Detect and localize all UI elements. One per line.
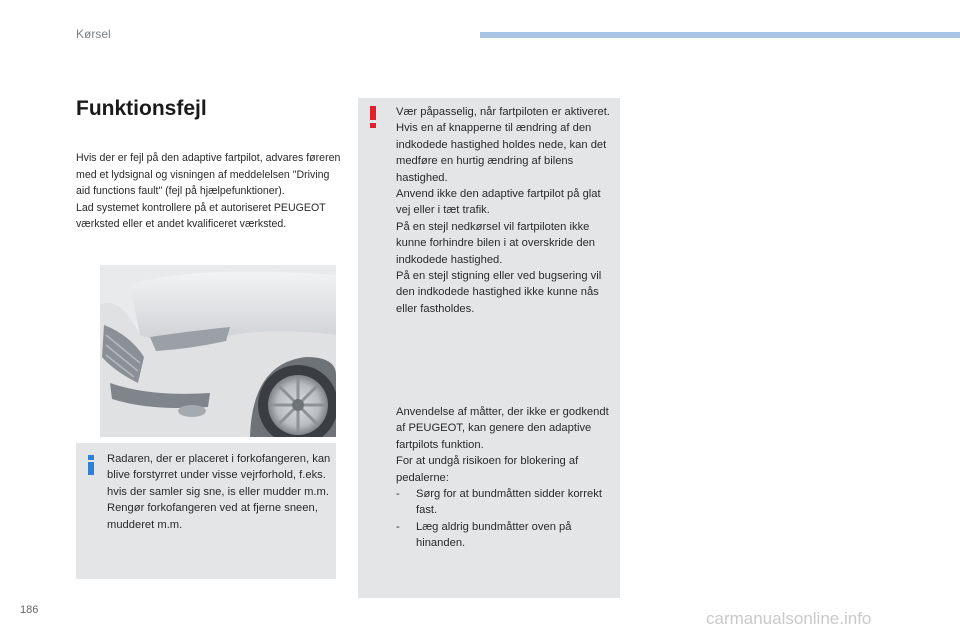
warning-paragraph: På en stejl nedkørsel vil fartpiloten ikke kunne forhindre bilen i at overskride den indkodede hastighed. bbox=[396, 220, 596, 266]
list-item bbox=[396, 519, 618, 552]
page-number: 186 bbox=[20, 604, 39, 616]
watermark: carmanualsonline.info bbox=[706, 609, 872, 628]
warning-paragraph: Vær påpasselig, når fartpiloten er aktiveret. Hvis en af knapperne til ændring af den indkodede hastighed holdes nede, kan det medføre en hurtig ændring af bilens hastighed. bbox=[396, 106, 610, 184]
intro-paragraph: Lad systemet kontrollere på et autoriseret PEUGEOT værksted eller et andet kvalificeret værksted. bbox=[76, 201, 326, 230]
warning-text-mats bbox=[396, 404, 618, 552]
list-item bbox=[396, 486, 618, 519]
bullet-marker: - bbox=[396, 520, 400, 533]
info-paragraph: Rengør forkofangeren ved at fjerne sneen, mudderet m.m. bbox=[107, 502, 318, 531]
info-icon bbox=[86, 455, 96, 475]
warning-paragraph: For at undgå risikoen for blokering af pedalerne: bbox=[396, 455, 579, 484]
bullet-marker: - bbox=[396, 488, 400, 501]
warning-box bbox=[358, 98, 620, 598]
warning-text-driving bbox=[396, 104, 618, 317]
warning-paragraph: Anvendelse af måtter, der ikke er godkendt af PEUGEOT, kan genere den adaptive fartpilots funktion. bbox=[396, 406, 609, 451]
exclamation-icon bbox=[368, 106, 378, 128]
list-item-text: Læg aldrig bundmåtter oven på hinanden. bbox=[416, 520, 572, 550]
section-accent-bar bbox=[480, 32, 960, 38]
car-front-radar-illustration bbox=[100, 265, 336, 437]
info-paragraph: Radaren, der er placeret i forkofangeren, kan blive forstyrret under visse vejrforhold, f.eks. hvis der samler sig sne, is eller mudder m.m. bbox=[107, 453, 331, 498]
intro-paragraph: Hvis der er fejl på den adaptive fartpilot, advares føreren med et lydsignal og visningen af meddelelsen "Driving aid functions fault" (fejl på hjælpefunktioner). bbox=[76, 152, 341, 197]
list-item-text: Sørg for at bundmåtten sidder korrekt fast. bbox=[416, 488, 602, 517]
intro-text bbox=[76, 150, 346, 233]
info-text bbox=[107, 451, 335, 533]
info-box bbox=[76, 443, 336, 579]
page-title: Funktionsfejl bbox=[76, 97, 207, 120]
section-label: Kørsel bbox=[76, 27, 111, 41]
warning-paragraph: På en stejl stigning eller ved bugsering vil den indkodede hastighed ikke kunne nås eller fastholdes. bbox=[396, 270, 602, 315]
warning-paragraph: Anvend ikke den adaptive fartpilot på glat vej eller i tæt trafik. bbox=[396, 188, 601, 217]
